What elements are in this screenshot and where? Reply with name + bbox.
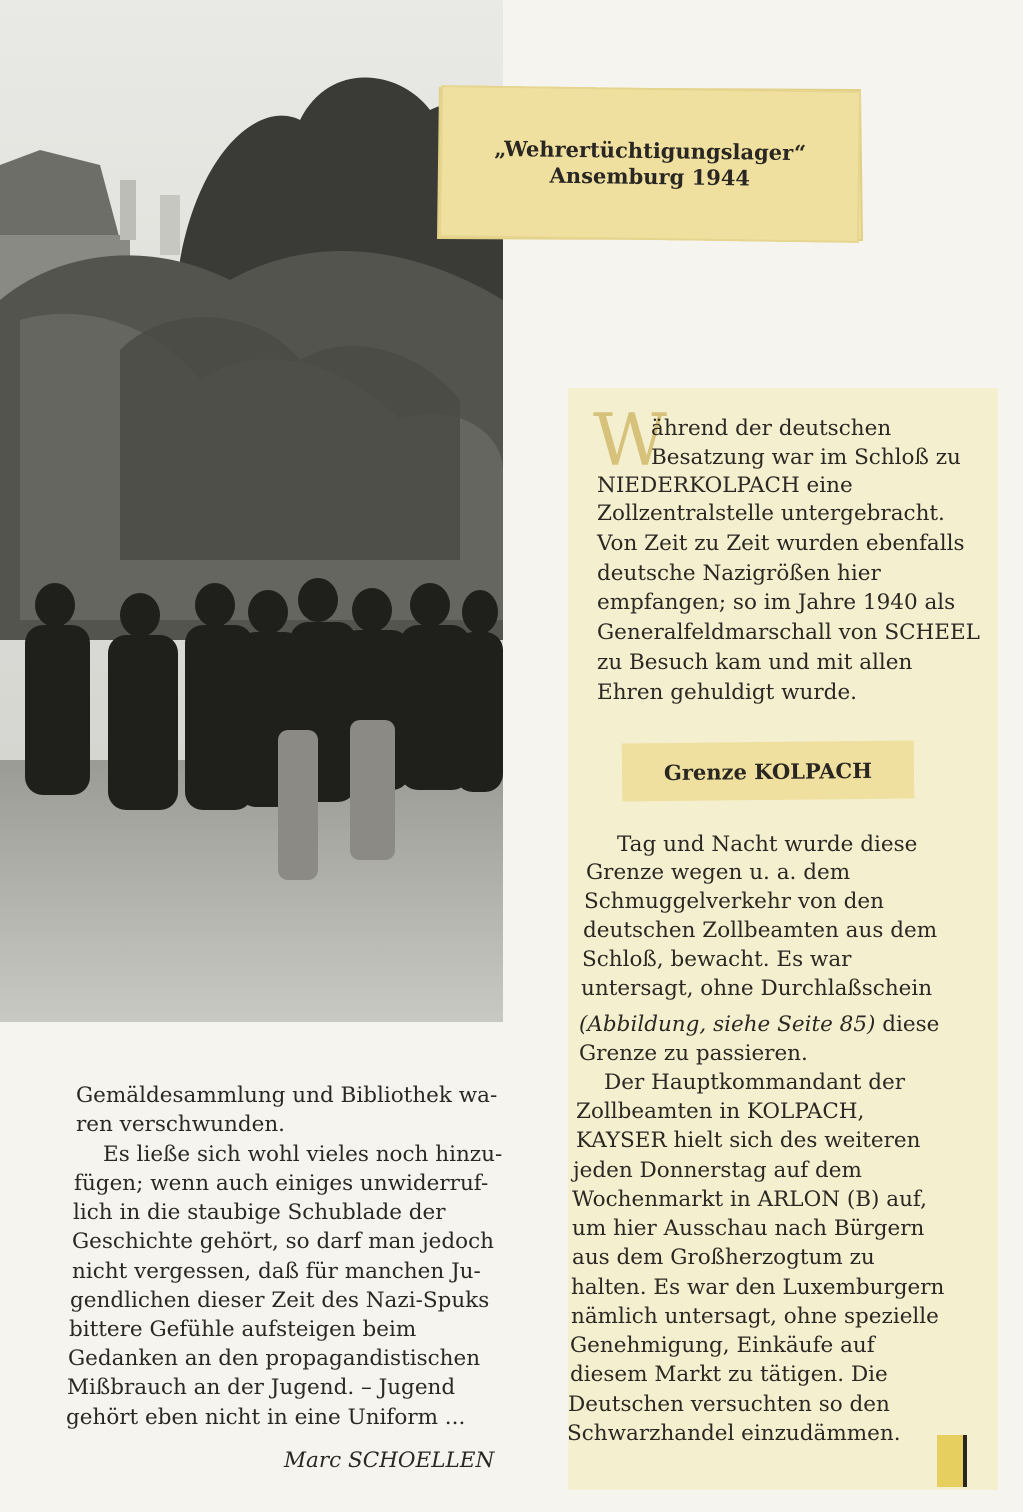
intro-line: empfangen; so im Jahre 1940 als	[597, 590, 956, 615]
intro-line: deutsche Nazigrößen hier	[597, 561, 881, 586]
body2-line: Grenze zu passieren.	[579, 1041, 808, 1066]
intro-line: Besatzung war im Schloß zu	[651, 445, 961, 470]
body1-line: Tag und Nacht wurde diese	[617, 832, 918, 857]
intro-line: Ehren gehuldigt wurde.	[597, 680, 858, 705]
page-corner-marker	[937, 1435, 967, 1487]
left-line: lich in die staubige Schublade der	[73, 1200, 446, 1225]
intro-line: Von Zeit zu Zeit wurden ebenfalls	[597, 531, 965, 556]
intro-line: NIEDERKOLPACH eine	[597, 473, 853, 498]
body1-line: Schloß, bewacht. Es war	[582, 947, 852, 972]
author-signature: Marc SCHOELLEN	[284, 1448, 495, 1473]
body2-line: Der Hauptkommandant der	[604, 1070, 905, 1095]
body2-line: nämlich untersagt, ohne spezielle	[571, 1304, 939, 1329]
left-line: gehört eben nicht in eine Uniform ...	[66, 1405, 466, 1430]
italic-tail: diese	[875, 1012, 940, 1037]
heading-text: Grenze KOLPACH	[663, 757, 873, 785]
photo-caption	[439, 85, 861, 243]
body2-line: Deutschen versuchten so den	[568, 1392, 890, 1417]
body2-line: Zollbeamten in KOLPACH,	[576, 1099, 865, 1124]
left-line: Gedanken an den propagandistischen	[68, 1346, 481, 1371]
body2-line: jeden Donnerstag auf dem	[573, 1158, 862, 1183]
caption-title: „Wehrertüchtigungslager“	[494, 135, 807, 166]
section-heading	[622, 740, 915, 801]
body2-line: Wochenmarkt in ARLON (B) auf,	[572, 1187, 927, 1212]
caption-subtitle: Ansemburg 1944	[549, 162, 751, 191]
intro-line: Generalfeldmarschall von SCHEEL	[597, 620, 980, 645]
left-line: ren verschwunden.	[76, 1112, 286, 1137]
left-line: fügen; wenn auch einiges unwiderruf-	[74, 1171, 489, 1196]
italic-reference: (Abbildung, siehe Seite 85)	[579, 1012, 876, 1037]
body2-line: diesem Markt zu tätigen. Die	[570, 1362, 888, 1387]
body1-line: Grenze wegen u. a. dem	[586, 860, 851, 885]
left-line: Geschichte gehört, so darf man jedoch	[72, 1229, 494, 1254]
body2-line: halten. Es war den Luxemburgern	[571, 1275, 945, 1300]
body2-line: KAYSER hielt sich des weiteren	[576, 1128, 921, 1153]
left-line: Es ließe sich wohl vieles noch hinzu-	[103, 1142, 503, 1167]
body2-line: Schwarzhandel einzudämmen.	[567, 1421, 901, 1446]
left-line: gendlichen dieser Zeit des Nazi-Spuks	[70, 1288, 490, 1313]
body2-line: um hier Ausschau nach Bürgern	[572, 1216, 925, 1241]
historical-photo	[0, 0, 503, 1022]
left-line: Gemäldesammlung und Bibliothek wa-	[76, 1083, 498, 1108]
body1-line: untersagt, ohne Durchlaßschein	[581, 976, 933, 1001]
intro-line: ährend der deutschen	[651, 416, 892, 441]
body-italic-line	[579, 1012, 939, 1037]
left-line: nicht vergessen, daß für manchen Ju-	[72, 1259, 481, 1284]
body2-line: aus dem Großherzogtum zu	[572, 1245, 875, 1270]
historical-photo-icon	[0, 0, 503, 1022]
left-line: Mißbrauch an der Jugend. – Jugend	[67, 1375, 456, 1400]
body2-line: Genehmigung, Einkäufe auf	[570, 1333, 875, 1358]
intro-line: Zollzentralstelle untergebracht.	[597, 501, 945, 526]
intro-line: zu Besuch kam und mit allen	[597, 650, 913, 675]
drop-cap: W	[593, 398, 668, 482]
body1-line: Schmuggelverkehr von den	[584, 889, 884, 914]
body1-line: deutschen Zollbeamten aus dem	[583, 918, 938, 943]
left-line: bittere Gefühle aufsteigen beim	[69, 1317, 417, 1342]
